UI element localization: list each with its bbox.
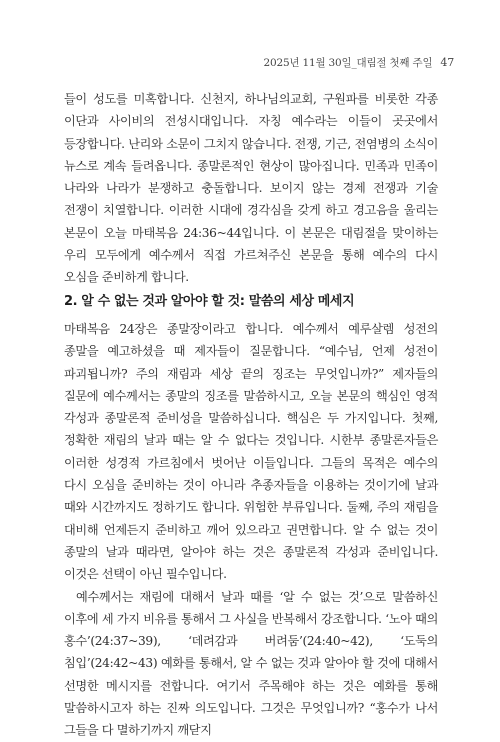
page-number: 47	[440, 56, 454, 69]
paragraph-3: 예수께서는 재림에 대해서 날과 때를 ‘알 수 없는 것’으로 말씀하신 이후에 세 가지 비유를 통해서 그 사실을 반복해서 강조합니다. ‘노아 때의 홍수’(24:37~39), ‘데려감과 버려둠’(24:40~42), ‘도둑의 침입’(24:42~43) 예화를 통해서, 알 수 없는 것과 알아야 할 것에 대해서 선명한 메시지를 전합니다. 여기서 주목해야 하는 것은 예화를 통해 말씀하시고자 하는 진짜 의도입니다. 그것은 무엇입니까? “홍수가 나서 그들을 다 멸하기까지 깨닫지	[64, 589, 438, 738]
paragraph-1: 들이 성도를 미혹합니다. 신천지, 하나님의교회, 구원파를 비롯한 각종 이단과 사이비의 전성시대입니다. 자칭 예수라는 이들이 곳곳에서 등장합니다. 난리와 소문이 그치지 않습니다. 전쟁, 기근, 전염병의 소식이 뉴스로 계속 들려옵니다. 종말론적인 현상이 많아집니다. 민족과 민족이 나라와 나라가 분쟁하고 충돌합니다. 보이지 않는 경제 전쟁과 기술 전쟁이 치열합니다. 이러한 시대에 경각심을 갖게 하고 경고음을 울리는 본문이 오늘 마태복음 24:36~44입니다. 이 본문은 대림절을 맞이하는 우리 모두에게 예수께서 직접 가르쳐주신 본문을 통해 예수의 다시 오심을 준비하게 합니다.	[64, 92, 438, 285]
running-title: 2025년 11월 30일_대림절 첫째 주일	[263, 57, 433, 69]
section-heading: 2. 알 수 없는 것과 알아야 할 것: 말씀의 세상 메세지	[64, 294, 355, 309]
running-header	[264, 55, 454, 70]
paragraph-2: 마태복음 24장은 종말장이라고 합니다. 예수께서 예루살렘 성전의 종말을 예고하셨을 때 제자들이 질문합니다. “예수님, 언제 성전이 파괴됩니까? 주의 재림과 세상 끝의 징조는 무엇입니까?” 제자들의 질문에 예수께서는 종말의 징조를 말씀하시고, 오늘 본문의 핵심인 영적 각성과 종말론적 준비성을 말씀하십니다. 핵심은 두 가지입니다. 첫째, 정확한 재림의 날과 때는 알 수 없다는 것입니다. 시한부 종말론자들은 이러한 성경적 가르침에서 벗어난 이들입니다. 그들의 목적은 예수의 다시 오심을 준비하는 것이 아니라 추종자들을 이용하는 것이기에 날과 때와 시간까지도 정하기도 합니다. 위험한 부류입니다. 둘째, 주의 재림을 대비해 언제든지 준비하고 깨어 있으라고 권면합니다. 알 수 없는 것이 종말의 날과 때라면, 알아야 하는 것은 종말론적 각성과 준비입니다. 이것은 선택이 아닌 필수입니다.	[64, 322, 438, 582]
paragraph-2-block	[64, 318, 438, 742]
paragraph-1-block	[64, 88, 438, 289]
